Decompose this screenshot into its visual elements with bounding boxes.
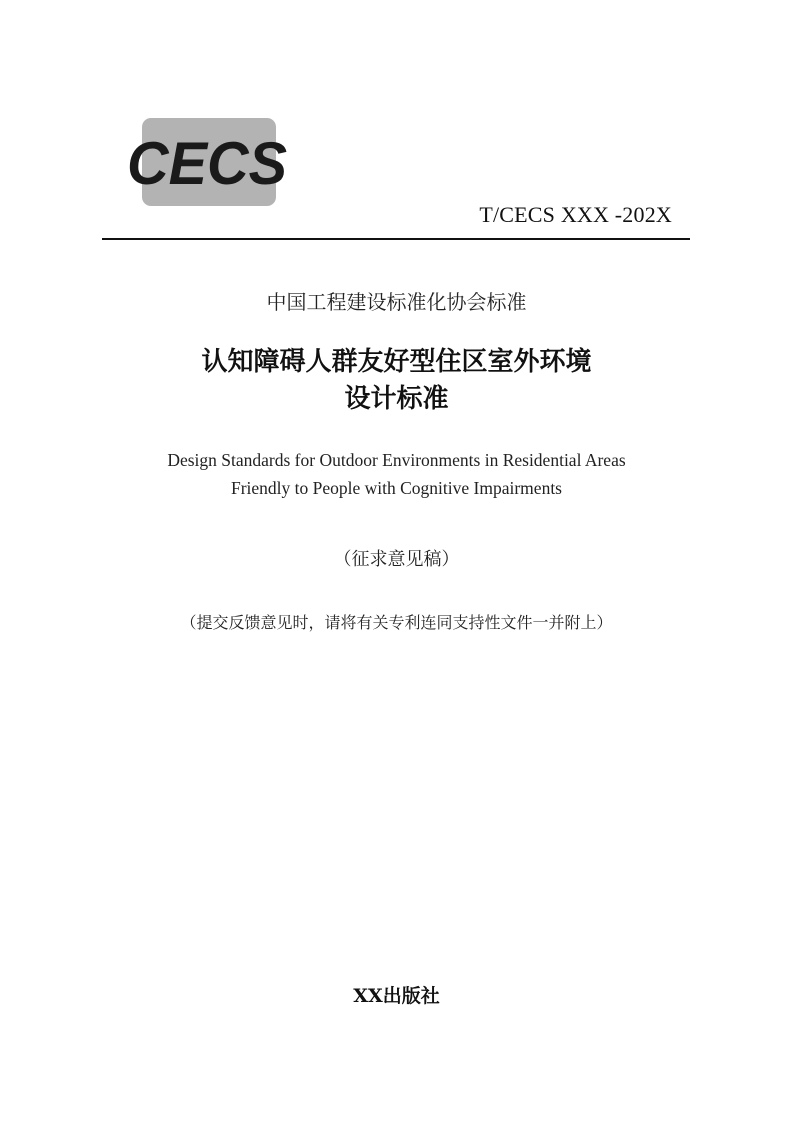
- association-name: 中国工程建设标准化协会标准: [266, 290, 527, 314]
- submission-note: （提交反馈意见时，请将有关专利连同支持性文件一并附上）: [180, 613, 613, 632]
- title-chinese: [0, 344, 793, 418]
- header-divider: [102, 238, 690, 240]
- standard-number: T/CECS XXX -202X: [479, 202, 672, 227]
- title-english-line-1: Design Standards for Outdoor Environments in Residential Areas: [167, 450, 626, 470]
- cecs-logo: [124, 116, 292, 208]
- draft-label: （征求意见稿）: [333, 549, 460, 570]
- title-english-line-2: Friendly to People with Cognitive Impairments: [230, 478, 562, 498]
- publisher-name: XX出版社: [353, 985, 440, 1007]
- cecs-logo-text: CECS: [127, 130, 287, 197]
- title-chinese-line-2: 设计标准: [344, 384, 449, 414]
- title-english: [0, 446, 793, 502]
- title-chinese-line-1: 认知障碍人群友好型住区室外环境: [201, 347, 592, 377]
